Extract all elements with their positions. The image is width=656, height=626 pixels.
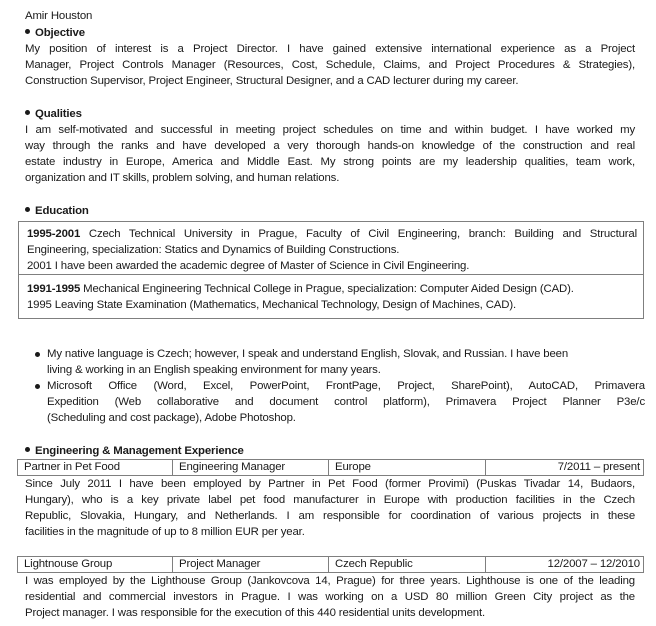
education-heading [25, 203, 89, 219]
education-text: Mechanical Engineering Technical College in Prague, specialization: Computer Aided Design (CAD). [80, 283, 574, 295]
job-header-row [18, 460, 644, 476]
job-company: Partner in Pet Food [18, 460, 173, 476]
objective-heading-label: Objective [35, 27, 85, 39]
bullet-icon [35, 384, 40, 389]
education-years: 1991-1995 [27, 283, 81, 295]
education-line: 2001 I have been awarded the academic degree of Master of Science in Civil Engineering. [27, 260, 470, 272]
job-description [25, 476, 635, 540]
objective-heading [25, 25, 85, 41]
education-line [27, 226, 637, 242]
qualities-line: I am self-motivated and successful in meeting project schedules on time and within budget. I have worked my [25, 124, 635, 136]
objective-line: My position of interest is a Project Director. I have gained extensive international experience as a Project [25, 43, 635, 55]
education-text: Czech Technical University in Prague, Faculty of Civil Engineering, branch: Building and Structural [80, 228, 637, 240]
skills-line: Expedition (Web collaborative and document control platform), Primavera Project Planner P3e/c [47, 396, 645, 408]
objective-line: Manager, Project Controls Manager (Resources, Cost, Schedule, Claims, and Project Procedures & Strategies), [25, 59, 635, 71]
objective-text [25, 41, 635, 89]
education-entry [19, 222, 643, 275]
experience-heading-label: Engineering & Management Experience [35, 445, 244, 457]
job-description [25, 573, 635, 621]
qualities-line: way through the ranks and have developed a very thorough hands-on knowledge of the construction and real [25, 140, 635, 152]
education-entry [19, 275, 643, 318]
job-header-table [17, 459, 644, 476]
skills-line: (Scheduling and cost package), Adobe Photoshop. [47, 412, 296, 424]
bullet-icon [25, 207, 30, 212]
job-role: Project Manager [173, 557, 329, 573]
skills-item-languages [33, 346, 645, 378]
candidate-name: Amir Houston [25, 10, 93, 22]
job-company: Lightnouse Group [18, 557, 173, 573]
skills-list [33, 346, 645, 426]
qualities-heading-label: Qualities [35, 108, 82, 120]
skills-line: Microsoft Office (Word, Excel, PowerPoint, FrontPage, Project, SharePoint), AutoCAD, Primavera [47, 380, 645, 392]
job-description-line: residential and commercial investors in Prague. I was working on a USD 80 million Green City project as the [25, 591, 635, 603]
job-description-line: I was employed by the Lighthouse Group (Jankovcova 14, Prague) for three years. Lighthouse is one of the leading [25, 575, 635, 587]
education-years: 1995-2001 [27, 228, 81, 240]
qualities-text [25, 122, 635, 186]
skills-item-software [33, 378, 645, 426]
objective-line: Construction Supervisor, Project Engineer, Structural Designer, and a CAD lecturer during my career. [25, 75, 519, 87]
job-dates: 12/2007 – 12/2010 [486, 557, 644, 573]
qualities-heading [25, 106, 82, 122]
job-description-line: Project manager. I was responsible for the execution of this 440 residential units development. [25, 607, 485, 619]
job-role: Engineering Manager [173, 460, 329, 476]
job-description-line: Hungary), who is a key private label pet food manufacturer in Europe with production facilities in the Czech [25, 494, 635, 506]
job-description-line: facilities in the magnitude of up to 8 million EUR per year. [25, 526, 305, 538]
job-location: Europe [329, 460, 486, 476]
job-description-line: Since July 2011 I have been employed by Partner in Pet Food (former Provimi) (Puskas Tivadar 14, Budaors, [25, 478, 635, 490]
education-line: Engineering, specialization: Statics and Dynamics of Building Constructions. [27, 244, 400, 256]
experience-heading [25, 443, 244, 459]
education-table [18, 221, 644, 319]
bullet-icon [25, 447, 30, 452]
job-header-table [17, 556, 644, 573]
job-description-line: Republic, Slovakia, Hungary, and Netherlands. I am responsible for coordination of various projects in these [25, 510, 635, 522]
bullet-icon [25, 110, 30, 115]
education-line [27, 281, 637, 297]
bullet-icon [35, 352, 40, 357]
skills-line: living & working in an English speaking environment for many years. [47, 364, 381, 376]
bullet-icon [25, 29, 30, 34]
education-heading-label: Education [35, 205, 89, 217]
job-location: Czech Republic [329, 557, 486, 573]
job-dates: 7/2011 – present [486, 460, 644, 476]
qualities-line: estate industry in Europe, America and Middle East. My strong points are my leadership qualities, team work, [25, 156, 635, 168]
qualities-line: organization and IT skills, problem solving, and human relations. [25, 172, 340, 184]
job-header-row [18, 557, 644, 573]
education-line: 1995 Leaving State Examination (Mathematics, Mechanical Technology, Design of Machines, CAD). [27, 299, 516, 311]
skills-line: My native language is Czech; however, I speak and understand English, Slovak, and Russian. I have been [47, 348, 569, 360]
